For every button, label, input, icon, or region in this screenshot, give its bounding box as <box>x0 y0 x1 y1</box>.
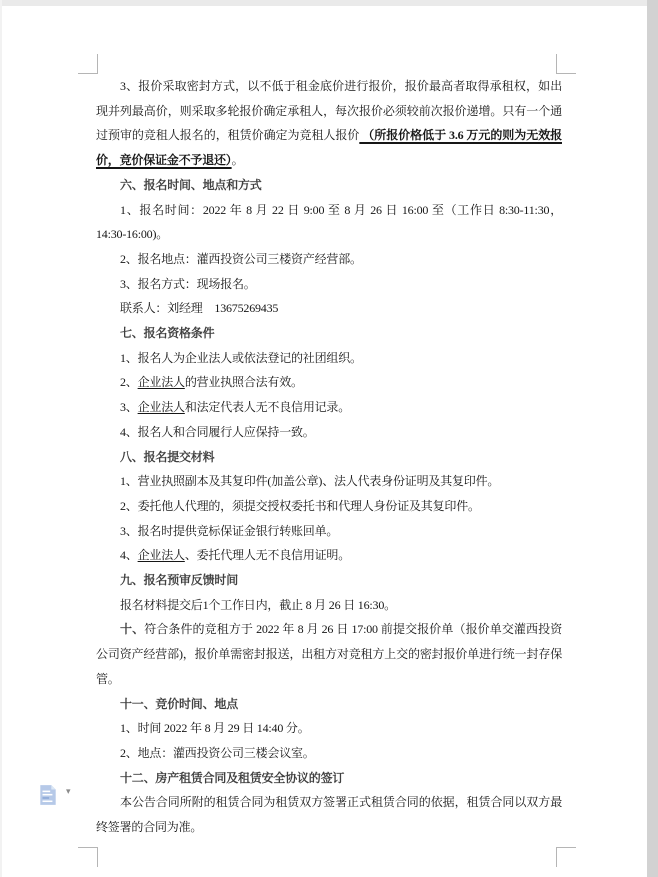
text-boundary-mark-top-right <box>556 54 576 74</box>
heading-11-bidding-time-place: 十一、竞价时间、地点 <box>120 696 239 711</box>
paragraph-qualification-2 <box>96 370 562 395</box>
run-bold-underline: （所报价格低于 3.6 万元的则为无效报价，竞价保证金不予退还） <box>96 128 562 168</box>
run-text: 符合条件的竞租方于 2022 年 8 月 26 日 17:00 前提交报价单（报价单交灌西投资公司资产经营部)，报价单需密封报送，出租方对竞租方上交的密封报价单进行统一封存保管。 <box>96 622 562 686</box>
paragraph-contract-basis: 本公告合同所附的租赁合同为租赁双方签署正式租赁合同的依据，租赁合同以双方最终签署的合同为准。 <box>96 795 562 835</box>
paste-options-icon <box>37 784 59 806</box>
paragraph-signup-method: 3、报名方式：现场报名。 <box>120 276 256 291</box>
text-boundary-mark-bottom-right <box>556 847 576 867</box>
run-underline: 企业法人 <box>137 375 185 390</box>
paragraph-material-4 <box>96 543 562 568</box>
run-underline: 企业法人 <box>137 400 185 415</box>
run-text: 、委托代理人无不良信用证明。 <box>184 548 351 563</box>
heading-6-signup-time-place-method: 六、报名时间、地点和方式 <box>120 177 262 192</box>
run-text: 和法定代表人无不良信用记录。 <box>184 400 351 415</box>
paragraph-material-3: 3、报名时提供竞标保证金银行转账回单。 <box>120 523 339 538</box>
paragraph-review-deadline: 报名材料提交后1个工作日内，截止 8 月 26 日 16:30。 <box>120 597 396 612</box>
paragraph-qualification-3 <box>96 395 562 420</box>
chevron-down-icon[interactable]: ▾ <box>66 787 71 797</box>
text-boundary-mark-bottom-left <box>78 847 98 867</box>
run-text: 4、 <box>120 548 138 563</box>
paragraph-qualification-1: 1、报名人为企业法人或依法登记的社团组织。 <box>120 350 362 365</box>
paste-options-widget[interactable] <box>36 783 71 806</box>
heading-8-submission-materials: 八、报名提交材料 <box>120 449 215 464</box>
run-text: 3、 <box>120 400 138 415</box>
run-underline: 企业法人 <box>137 548 185 563</box>
run-text: 3、报价采取密封方式，以不低于租金底价进行报价，报价最高者取得承租权，如出现并列最高价，则采取多轮报价确定承租人，每次报价必须较前次报价递增。只有一个通过预审的竞租人报名的，租赁价确定为竞租人报价 <box>96 79 562 143</box>
document-canvas[interactable] <box>96 74 562 840</box>
paragraph-bidding-place: 2、地点：灌西投资公司三楼会议室。 <box>120 745 315 760</box>
app-background-top <box>0 0 658 6</box>
paragraph-contact-person: 联系人：刘经理 13675269435 <box>120 301 279 316</box>
paragraph-bid-sealing-rules <box>96 74 562 173</box>
page-left-edge <box>0 0 2 877</box>
paragraph-signup-place: 2、报名地点：灌西投资公司三楼资产经营部。 <box>120 251 362 266</box>
paragraph-signup-time: 1、报名时间：2022 年 8 月 22 日 9:00 至 8 月 26 日 16:00 至（工作日 8:30-11:30，14:30-16:00)。 <box>96 202 562 242</box>
paragraph-10-quotation-submission <box>96 617 562 691</box>
paste-options-button[interactable] <box>36 783 60 806</box>
heading-7-qualification-conditions: 七、报名资格条件 <box>120 326 215 341</box>
paragraph-material-2: 2、委托他人代理的，须提交授权委托书和代理人身份证及其复印件。 <box>120 498 480 513</box>
paragraph-qualification-4: 4、报名人和合同履行人应保持一致。 <box>120 424 315 439</box>
heading-12-lease-contract-signing: 十二、房产租赁合同及租赁安全协议的签订 <box>120 770 345 785</box>
run-text: 。 <box>231 153 244 168</box>
paragraph-bidding-time: 1、时间 2022 年 8 月 29 日 14:40 分。 <box>120 721 310 736</box>
text-boundary-mark-top-left <box>78 54 98 74</box>
paragraph-material-1: 1、营业执照副本及其复印件(加盖公章)、法人代表身份证明及其复印件。 <box>120 474 500 489</box>
app-background-right <box>647 0 658 877</box>
run-bold-lead: 十、 <box>120 622 145 637</box>
run-text: 的营业执照合法有效。 <box>184 375 303 390</box>
heading-9-review-feedback-time: 九、报名预审反馈时间 <box>120 573 239 588</box>
run-text: 2、 <box>120 375 138 390</box>
